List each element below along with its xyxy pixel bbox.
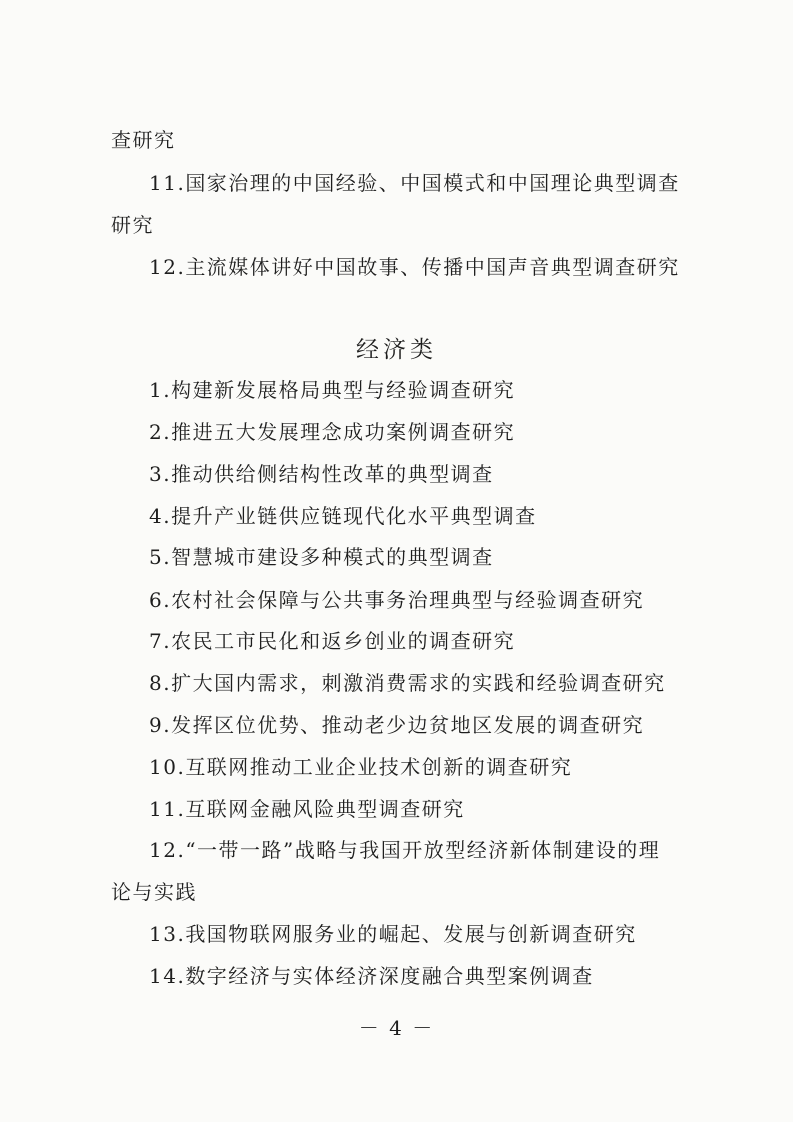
item-number: 11. <box>149 171 186 195</box>
list-item <box>0 543 494 571</box>
item-number: 14. <box>149 964 186 988</box>
item-number: 11. <box>149 797 186 821</box>
item-text: “一带一路”战略与我国开放型经济新体制建设的理 <box>185 838 661 862</box>
item-number: 8. <box>149 671 172 695</box>
item-text: 扩大国内需求，刺激消费需求的实践和经验调查研究 <box>171 671 666 695</box>
list-item <box>0 586 644 614</box>
list-item-continuation: 研究 <box>111 213 154 237</box>
item-text: 构建新发展格局典型与经验调查研究 <box>171 378 516 402</box>
list-item <box>0 418 515 446</box>
list-item <box>0 836 660 864</box>
list-item <box>0 795 465 823</box>
item-number: 13. <box>149 922 186 946</box>
item-text: 主流媒体讲好中国故事、传播中国声音典型调查研究 <box>185 255 680 279</box>
list-item <box>0 753 572 781</box>
item-number: 4. <box>149 504 172 528</box>
continuation-line: 查研究 <box>111 128 176 152</box>
list-item <box>0 460 494 488</box>
list-item <box>0 169 680 197</box>
list-item <box>0 711 644 739</box>
item-number: 10. <box>149 755 186 779</box>
list-item <box>0 962 594 990</box>
item-text: 推进五大发展理念成功案例调查研究 <box>171 420 516 444</box>
item-number: 3. <box>149 462 172 486</box>
item-text: 农村社会保障与公共事务治理典型与经验调查研究 <box>171 588 645 612</box>
item-text: 提升产业链供应链现代化水平典型调查 <box>171 504 537 528</box>
item-text: 农民工市民化和返乡创业的调查研究 <box>171 629 516 653</box>
section-heading: 经济类 <box>356 337 437 363</box>
list-item <box>0 669 666 697</box>
item-text: 发挥区位优势、推动老少边贫地区发展的调查研究 <box>171 713 645 737</box>
item-text: 数字经济与实体经济深度融合典型案例调查 <box>185 964 594 988</box>
item-text: 国家治理的中国经验、中国模式和中国理论典型调查 <box>185 171 680 195</box>
list-item <box>0 253 680 281</box>
list-item-continuation: 论与实践 <box>111 880 197 904</box>
item-text: 我国物联网服务业的崛起、发展与创新调查研究 <box>185 922 637 946</box>
list-item <box>0 920 637 948</box>
item-number: 12. <box>149 255 186 279</box>
item-text: 互联网推动工业企业技术创新的调查研究 <box>185 755 573 779</box>
item-text: 智慧城市建设多种模式的典型调查 <box>171 545 494 569</box>
item-number: 2. <box>149 420 172 444</box>
item-number: 9. <box>149 713 172 737</box>
list-item <box>0 376 515 404</box>
item-number: 5. <box>149 545 172 569</box>
item-number: 1. <box>149 378 172 402</box>
item-number: 7. <box>149 629 172 653</box>
page-number: － 4 － <box>358 1016 435 1040</box>
list-item <box>0 502 537 530</box>
item-text: 互联网金融风险典型调查研究 <box>185 797 465 821</box>
item-number: 6. <box>149 588 172 612</box>
item-text: 推动供给侧结构性改革的典型调查 <box>171 462 494 486</box>
item-number: 12. <box>149 838 186 862</box>
list-item <box>0 627 515 655</box>
